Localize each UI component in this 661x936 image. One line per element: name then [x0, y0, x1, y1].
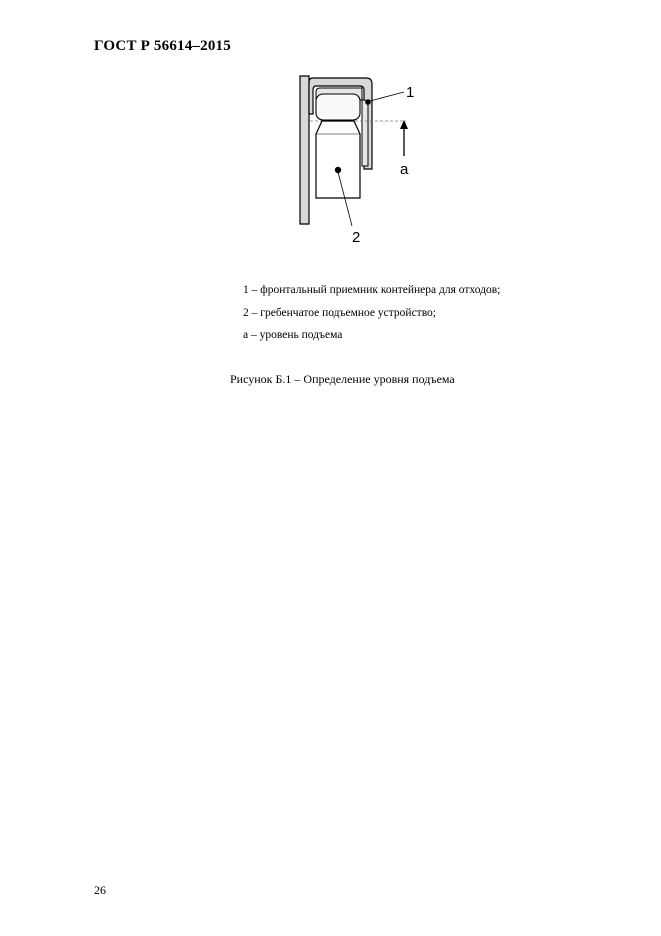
callout-1: 1 — [406, 84, 415, 101]
vertical-plate — [300, 76, 309, 224]
page-number: 26 — [94, 883, 106, 897]
callout-2: 2 — [352, 229, 361, 246]
document-header: ГОСТ Р 56614–2015 — [94, 38, 231, 54]
legend-item: a – уровень подъема — [243, 329, 343, 341]
figure-legend — [243, 279, 500, 347]
leader-1 — [370, 92, 404, 101]
receiver-dot — [365, 99, 371, 105]
figure-caption: Рисунок Б.1 – Определение уровня подъема — [230, 372, 455, 386]
callout-a: a — [400, 161, 409, 178]
container-lip — [316, 94, 360, 120]
legend-item: 2 – гребенчатое подъемное устройство; — [243, 306, 436, 319]
lifting-level-figure — [280, 66, 440, 256]
figure-drawing — [280, 66, 440, 256]
legend-item: 1 – фронтальный приемник контейнера для отходов; — [243, 284, 501, 296]
container-body — [316, 121, 360, 198]
